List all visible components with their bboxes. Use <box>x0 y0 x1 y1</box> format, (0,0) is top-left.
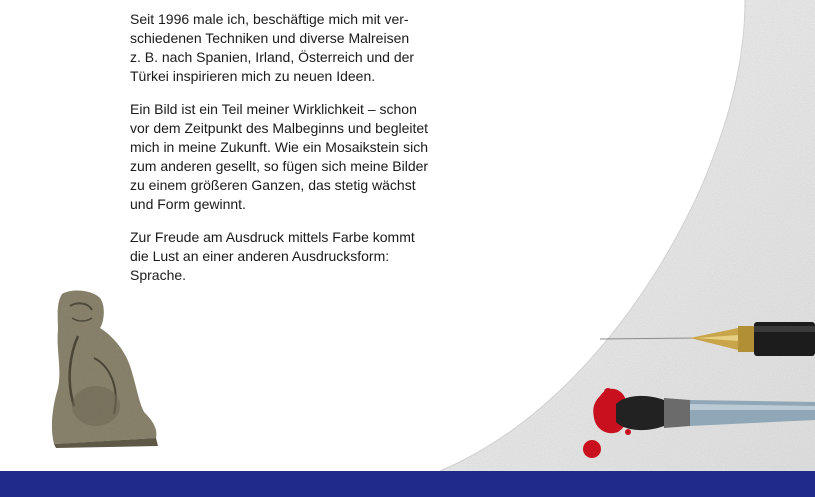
text-line: Seit 1996 male ich, beschäftige mich mit ver- <box>130 11 409 27</box>
text-line: schiedenen Techniken und diverse Malreisen <box>130 30 410 46</box>
footer-bar <box>0 471 815 497</box>
text-line: zu einem größeren Ganzen, das stetig wächst <box>130 177 416 193</box>
fountain-pen-icon <box>600 322 815 356</box>
text-line: z. B. nach Spanien, Irland, Österreich und der <box>130 49 415 65</box>
art-tools-illustration <box>578 308 815 468</box>
text-line: Ein Bild ist ein Teil meiner Wirklichkeit – schon <box>130 101 417 117</box>
text-line: Zur Freude am Ausdruck mittels Farbe kommt <box>130 229 415 245</box>
intro-paragraph-1 <box>130 10 475 86</box>
paintbrush-icon <box>616 396 815 430</box>
text-line: zum anderen gesellt, so fügen sich meine Bilder <box>130 158 429 174</box>
intro-paragraph-3 <box>130 228 475 285</box>
text-line: vor dem Zeitpunkt des Malbeginns und begleitet <box>130 120 429 136</box>
text-line: Türkei inspirieren mich zu neuen Ideen. <box>130 68 376 84</box>
intro-paragraph-2 <box>130 100 475 214</box>
text-line: die Lust an einer anderen Ausdrucksform: <box>130 248 390 264</box>
intro-text <box>130 10 475 299</box>
text-line: Sprache. <box>130 267 187 283</box>
stone-figure-icon <box>48 288 160 448</box>
text-line: mich in meine Zukunft. Wie ein Mosaikstein sich <box>130 139 428 155</box>
text-line: und Form gewinnt. <box>130 196 246 212</box>
